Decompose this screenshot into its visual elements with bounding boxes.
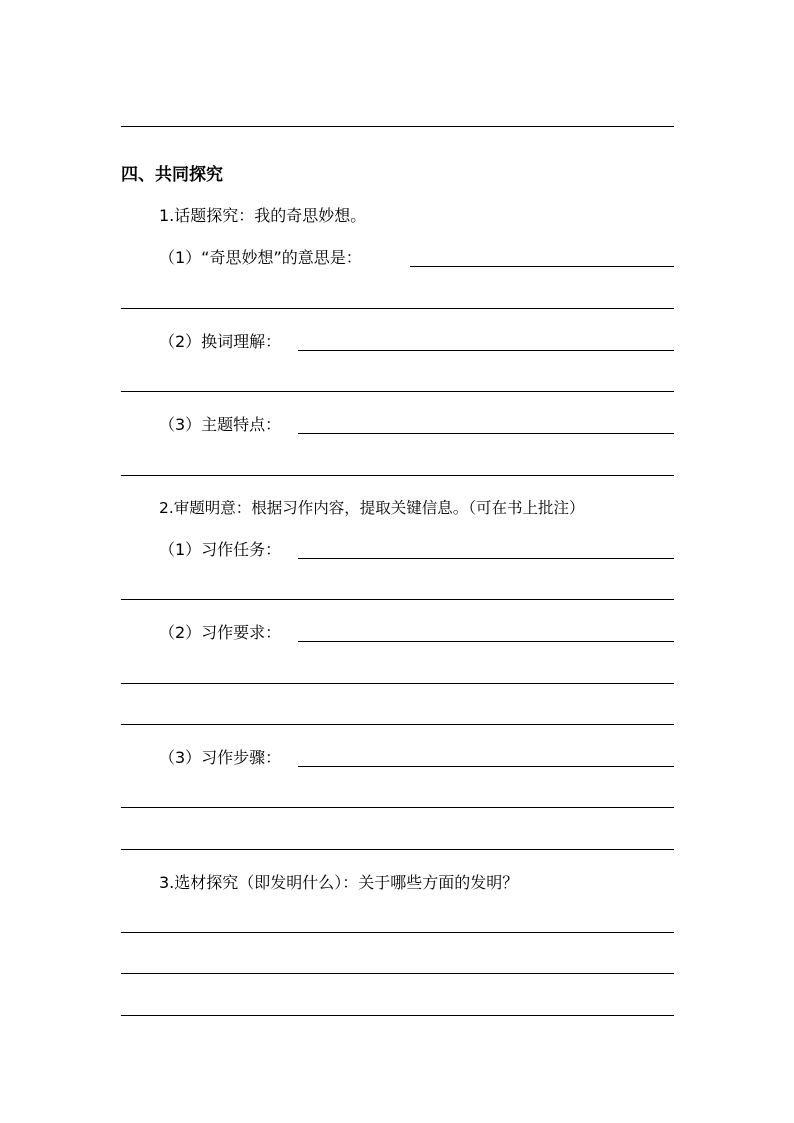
question-2-heading: 2.审题明意：根据习作内容，提取关键信息。（可在书上批注） bbox=[159, 499, 585, 517]
question-1-heading: 1.话题探究：我的奇思妙想。 bbox=[159, 206, 367, 225]
answer-line[interactable] bbox=[121, 973, 674, 974]
answer-line[interactable] bbox=[121, 807, 674, 808]
question-2-item-2-label: （2）习作要求： bbox=[159, 623, 282, 642]
question-1-item-3-label: （3）主题特点： bbox=[159, 415, 282, 434]
question-3-heading: 3.选材探究（即发明什么）：关于哪些方面的发明？ bbox=[159, 873, 519, 892]
question-2-item-1-label: （1）习作任务： bbox=[159, 540, 282, 559]
answer-line[interactable] bbox=[298, 433, 674, 434]
answer-line[interactable] bbox=[121, 724, 674, 725]
answer-line[interactable] bbox=[121, 849, 674, 850]
answer-line bbox=[121, 126, 674, 127]
answer-line[interactable] bbox=[298, 350, 674, 351]
section-title: 四、共同探究 bbox=[121, 165, 223, 185]
question-2-item-3-label: （3）习作步骤： bbox=[159, 748, 282, 767]
answer-line[interactable] bbox=[121, 308, 674, 309]
answer-line[interactable] bbox=[121, 391, 674, 392]
answer-line[interactable] bbox=[410, 266, 674, 267]
answer-line[interactable] bbox=[121, 932, 674, 933]
answer-line[interactable] bbox=[121, 475, 674, 476]
question-1-item-2-label: （2）换词理解： bbox=[159, 332, 282, 351]
answer-line[interactable] bbox=[298, 641, 674, 642]
answer-line[interactable] bbox=[298, 766, 674, 767]
answer-line[interactable] bbox=[298, 558, 674, 559]
answer-line[interactable] bbox=[121, 1015, 674, 1016]
question-1-item-1-label: （1）“奇思妙想”的意思是： bbox=[159, 248, 362, 267]
answer-line[interactable] bbox=[121, 683, 674, 684]
answer-line[interactable] bbox=[121, 599, 674, 600]
